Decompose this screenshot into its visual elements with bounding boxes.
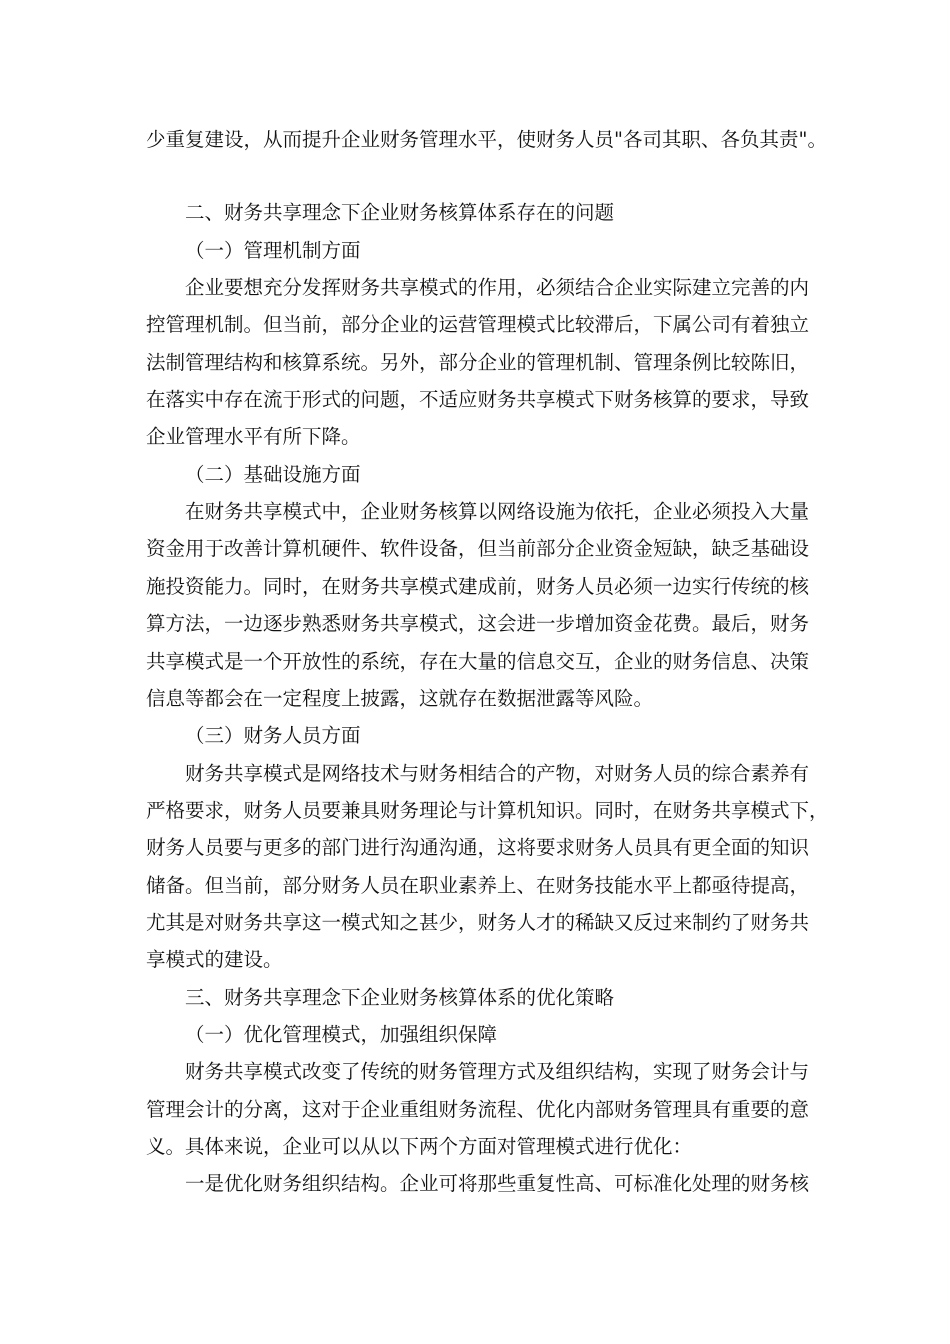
paragraph-line: 在财务共享模式中，企业财务核算以网络设施为依托，企业必须投入大量 bbox=[185, 500, 810, 523]
paragraph-line: 财务共享模式是网络技术与财务相结合的产物，对财务人员的综合素养有 bbox=[185, 762, 810, 785]
paragraph-line: 储备。但当前，部分财务人员在职业素养上、在财务技能水平上都亟待提高， bbox=[146, 874, 810, 897]
paragraph-line: 一是优化财务组织结构。企业可将那些重复性高、可标准化处理的财务核 bbox=[185, 1172, 810, 1195]
paragraph-line: 企业要想充分发挥财务共享模式的作用，必须结合企业实际建立完善的内 bbox=[185, 276, 810, 299]
subsection-heading-staff: （三）财务人员方面 bbox=[185, 724, 361, 747]
paragraph-line: 义。具体来说，企业可以从以下两个方面对管理模式进行优化： bbox=[146, 1135, 693, 1158]
subsection-heading-infrastructure: （二）基础设施方面 bbox=[185, 463, 361, 486]
paragraph-line: 共享模式是一个开放性的系统，存在大量的信息交互，企业的财务信息、决策 bbox=[146, 650, 810, 673]
paragraph-line: 控管理机制。但当前，部分企业的运营管理模式比较滞后，下属公司有着独立 bbox=[146, 313, 810, 336]
paragraph-line: 法制管理结构和核算系统。另外，部分企业的管理机制、管理条例比较陈旧， bbox=[146, 351, 810, 374]
paragraph-line: 财务共享模式改变了传统的财务管理方式及组织结构，实现了财务会计与 bbox=[185, 1060, 810, 1083]
paragraph-line: 财务人员要与更多的部门进行沟通沟通，这将要求财务人员具有更全面的知识 bbox=[146, 836, 810, 859]
paragraph-line: 算方法，一边逐步熟悉财务共享模式，这会进一步增加资金花费。最后，财务 bbox=[146, 612, 810, 635]
subsection-heading-mechanism: （一）管理机制方面 bbox=[185, 239, 361, 262]
text-line-continuation: 少重复建设，从而提升企业财务管理水平，使财务人员"各司其职、各负其责"。 bbox=[146, 128, 827, 151]
paragraph-line: 享模式的建设。 bbox=[146, 948, 283, 971]
paragraph-line: 严格要求，财务人员要兼具财务理论与计算机知识。同时，在财务共享模式下， bbox=[146, 799, 829, 822]
paragraph-line: 资金用于改善计算机硬件、软件设备，但当前部分企业资金短缺，缺乏基础设 bbox=[146, 537, 810, 560]
section-heading-3: 三、财务共享理念下企业财务核算体系的优化策略 bbox=[185, 986, 615, 1009]
paragraph-line: 在落实中存在流于形式的问题，不适应财务共享模式下财务核算的要求，导致 bbox=[146, 388, 810, 411]
subsection-heading-management-mode: （一）优化管理模式，加强组织保障 bbox=[185, 1023, 498, 1046]
paragraph-line: 尤其是对财务共享这一模式知之甚少，财务人才的稀缺又反过来制约了财务共 bbox=[146, 911, 810, 934]
section-heading-2: 二、财务共享理念下企业财务核算体系存在的问题 bbox=[185, 201, 615, 224]
paragraph-line: 企业管理水平有所下降。 bbox=[146, 425, 361, 448]
paragraph-line: 管理会计的分离，这对于企业重组财务流程、优化内部财务管理具有重要的意 bbox=[146, 1098, 810, 1121]
paragraph-line: 信息等都会在一定程度上披露，这就存在数据泄露等风险。 bbox=[146, 687, 654, 710]
paragraph-line: 施投资能力。同时，在财务共享模式建成前，财务人员必须一边实行传统的核 bbox=[146, 575, 810, 598]
